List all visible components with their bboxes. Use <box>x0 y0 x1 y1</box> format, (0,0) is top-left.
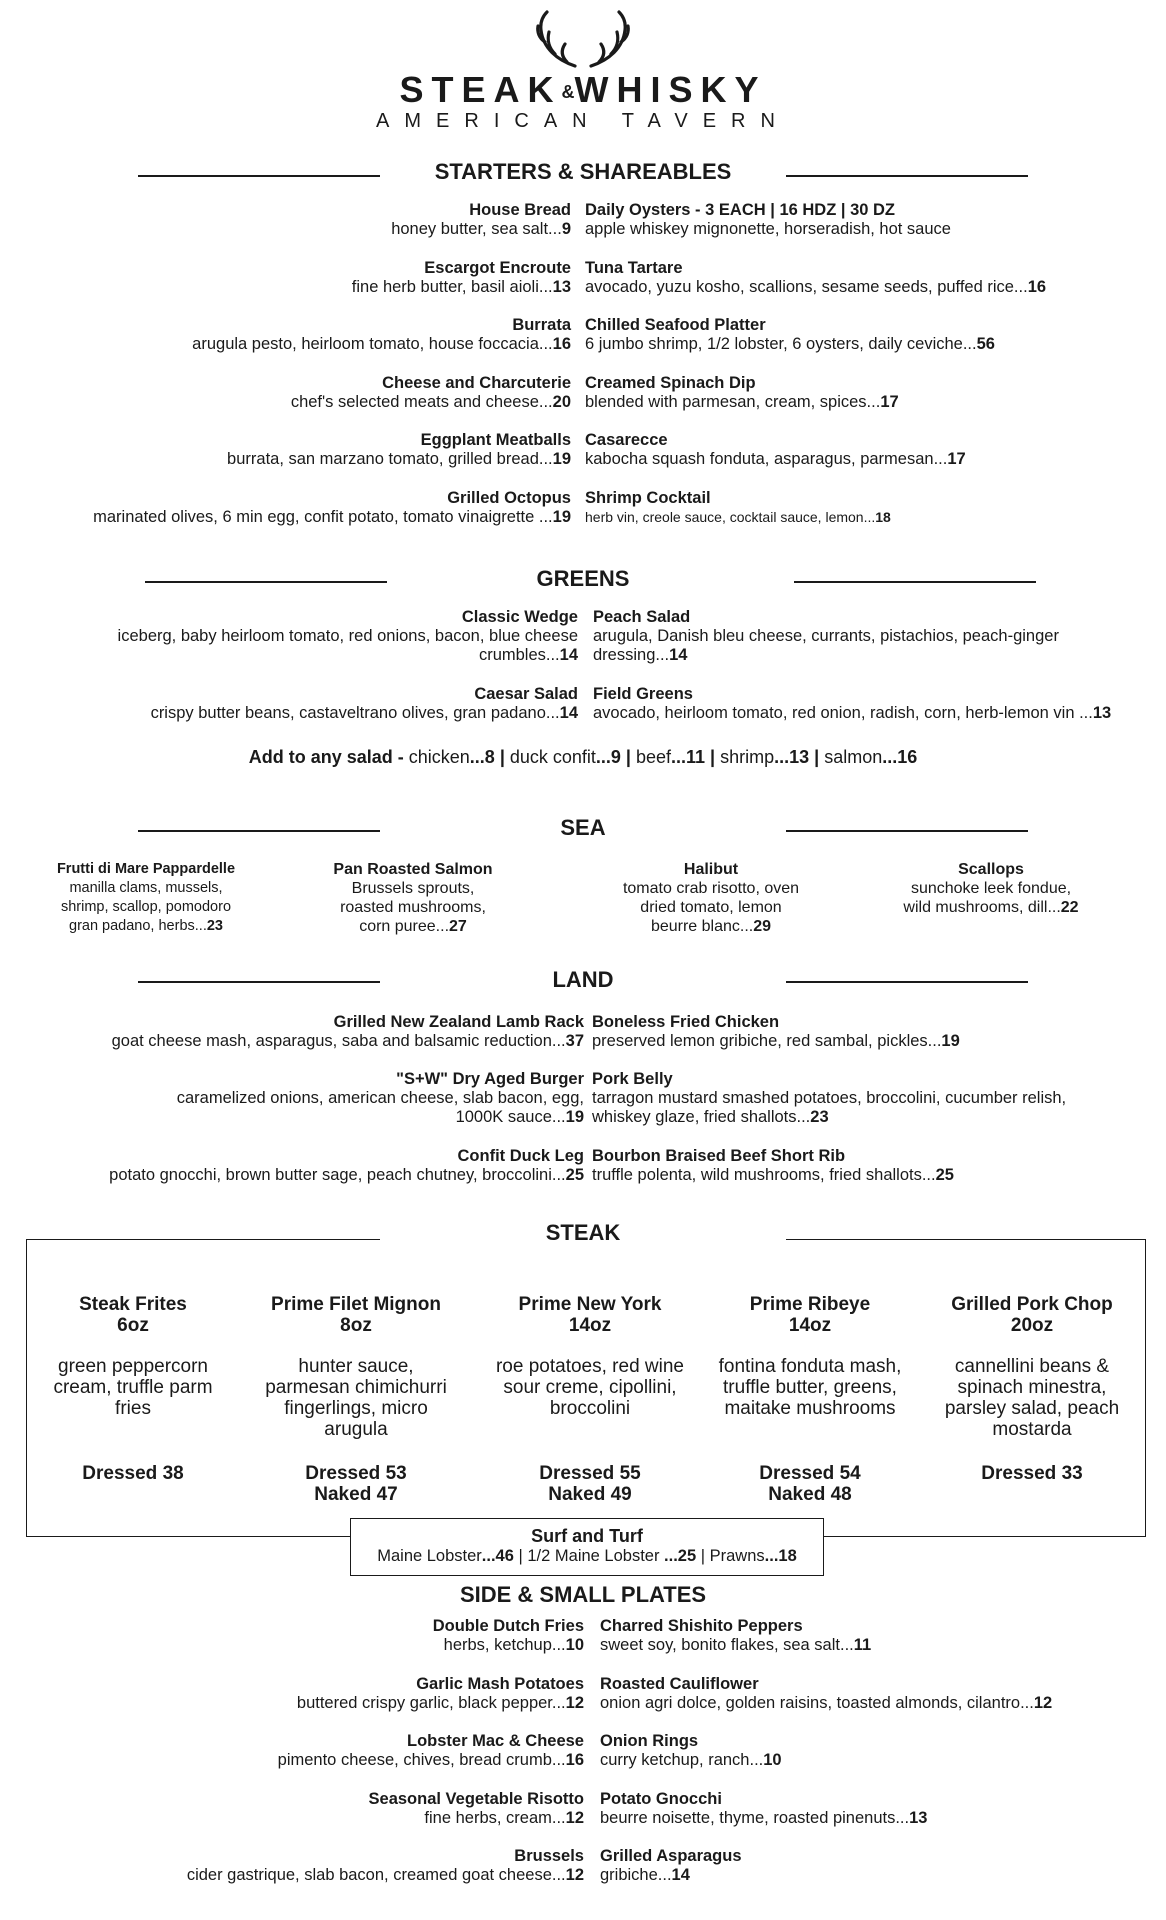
surf-separator: | <box>696 1547 710 1565</box>
menu-item-desc-text: iceberg, baby heirloom tomato, red onions, bacon, blue cheese <box>117 627 578 645</box>
menu-item-desc-text: cider gastrique, slab bacon, creamed goat cheese... <box>186 1866 566 1884</box>
surf-option-price: ...46 <box>481 1547 514 1565</box>
menu-item-name: Burrata <box>512 316 571 334</box>
menu-item-desc-text: herb vin, creole sauce, cocktail sauce, lemon... <box>585 508 876 525</box>
steak-item-desc-line: maitake mushrooms <box>724 1398 896 1419</box>
menu-item-desc-text: fine herbs, cream... <box>424 1808 566 1827</box>
menu-item-desc <box>10 1694 584 1713</box>
addon-item-price: ...13 <box>774 747 810 767</box>
menu-item-price: 11 <box>853 1636 872 1654</box>
menu-item <box>600 1675 1158 1713</box>
steak-naked-price: Naked 47 <box>314 1484 398 1505</box>
menu-item-desc-text: 1000K sauce... <box>455 1108 566 1126</box>
menu-item-desc-text: arugula, Danish bleu cheese, currants, pistachios, peach-ginger <box>593 627 1059 645</box>
menu-item-desc-text: sweet soy, bonito flakes, sea salt... <box>600 1636 854 1654</box>
sea-item-desc-text: dried tomato, lemon <box>640 899 782 916</box>
menu-item <box>600 1617 1158 1655</box>
menu-item-price: 19 <box>552 507 571 526</box>
steak-item-prices <box>28 1463 238 1484</box>
menu-item <box>585 374 1158 412</box>
menu-item-name: Caesar Salad <box>474 685 578 703</box>
sea-item-desc-text: roasted mushrooms, <box>340 899 486 916</box>
menu-item <box>10 1732 584 1770</box>
menu-item-price: 12 <box>565 1808 584 1827</box>
menu-item-name: Double Dutch Fries <box>432 1617 584 1635</box>
menu-item-desc <box>585 220 1158 239</box>
menu-item-price: 13 <box>1092 704 1112 722</box>
steak-item-desc-line: arugula <box>324 1419 388 1440</box>
menu-item-price: 14 <box>559 704 578 722</box>
addon-item-name: shrimp <box>720 747 775 767</box>
menu-item-name: Chilled Seafood Platter <box>585 316 766 334</box>
menu-item-desc-text: apple whiskey mignonette, horseradish, hot sauce <box>585 220 951 238</box>
menu-item-name: Grilled Octopus <box>447 488 571 507</box>
menu-item-desc <box>10 1166 584 1185</box>
steak-item-desc-line: sour creme, cipollini, <box>503 1377 677 1398</box>
steak-item-desc-line: mostarda <box>992 1419 1072 1440</box>
menu-item-desc-text: caramelized onions, american cheese, slab bacon, egg, <box>176 1089 584 1107</box>
section-title-steak: STEAK <box>545 1220 621 1245</box>
menu-item-desc-text: whiskey glaze, fried shallots... <box>592 1108 811 1126</box>
steak-item-name: Prime Filet Mignon <box>271 1294 441 1315</box>
steak-item-desc <box>251 1356 461 1440</box>
menu-item-desc <box>585 393 1158 412</box>
sea-item-desc <box>283 898 543 917</box>
menu-item-name: Classic Wedge <box>461 608 578 626</box>
menu-item-price: 13 <box>909 1808 928 1827</box>
menu-item-desc-text: curry ketchup, ranch... <box>600 1751 764 1769</box>
menu-item <box>593 685 1158 723</box>
surf-option-name: Prawns <box>709 1547 765 1565</box>
menu-item-desc <box>600 1694 1158 1713</box>
sea-item-name: Scallops <box>958 861 1024 878</box>
menu-item-name: Potato Gnocchi <box>600 1789 722 1808</box>
sea-item-desc <box>591 917 831 936</box>
sea-item-price: 22 <box>1060 899 1079 916</box>
menu-item <box>585 201 1158 239</box>
steak-item-size: 14oz <box>788 1315 832 1336</box>
steak-item-prices <box>705 1463 915 1505</box>
menu-item <box>10 201 571 239</box>
menu-item <box>10 1617 584 1655</box>
menu-item-desc <box>10 220 571 239</box>
menu-item <box>10 374 571 412</box>
steak-item <box>251 1294 461 1440</box>
sea-item <box>871 860 1111 917</box>
menu-item <box>10 608 578 665</box>
addon-item-name: beef <box>635 747 672 767</box>
menu-item-price: 18 <box>875 508 891 525</box>
section-title-sea: SEA <box>560 815 606 840</box>
surf-option-price: ...25 <box>664 1547 697 1565</box>
steak-item-name: Prime New York <box>518 1294 662 1315</box>
menu-item-desc <box>593 627 1158 646</box>
menu-item-desc <box>593 704 1158 723</box>
steak-item-desc-line: parmesan chimichurri <box>265 1377 447 1398</box>
sea-item-desc-text: gran padano, herbs... <box>69 918 207 934</box>
menu-item <box>10 685 578 723</box>
antlers-icon <box>535 10 631 68</box>
menu-item <box>10 489 571 527</box>
steak-item-prices <box>485 1463 695 1505</box>
steak-item <box>28 1294 238 1419</box>
surf-options <box>351 1546 823 1566</box>
menu-item-desc <box>600 1751 1158 1770</box>
steak-item-desc-line: roe potatoes, red wine <box>495 1356 684 1377</box>
menu-item-name: Brussels <box>514 1847 584 1865</box>
menu-item-name: Tuna Tartare <box>585 258 683 277</box>
menu-item-desc <box>585 508 1158 527</box>
menu-item-desc-text: fine herb butter, basil aioli... <box>351 277 553 296</box>
steak-dressed-price: Dressed 53 <box>305 1463 407 1484</box>
menu-item-desc-text: crispy butter beans, castaveltrano olives, gran padano... <box>150 704 560 722</box>
menu-item-name: House Bread <box>469 201 571 219</box>
surf-option-name: 1/2 Maine Lobster <box>527 1547 665 1565</box>
steak-item-desc <box>705 1356 915 1419</box>
menu-item-desc-text: crumbles... <box>478 646 560 664</box>
steak-naked-price: Naked 48 <box>768 1484 852 1505</box>
steak-item-name: Steak Frites <box>79 1294 187 1315</box>
menu-item-desc-text: burrata, san marzano tomato, grilled bread... <box>227 450 553 468</box>
sea-item <box>283 860 543 936</box>
sea-item-price: 27 <box>449 918 467 935</box>
menu-item-price: 19 <box>941 1032 960 1050</box>
menu-item-desc-text: truffle polenta, wild mushrooms, fried shallots... <box>592 1166 936 1184</box>
menu-item-price: 23 <box>810 1108 829 1126</box>
menu-item <box>600 1790 1158 1828</box>
menu-item-desc <box>592 1089 1158 1108</box>
steak-item-desc-line: fries <box>115 1398 151 1419</box>
menu-item-price: 25 <box>565 1166 584 1184</box>
steak-dressed-price: Dressed 55 <box>539 1463 641 1484</box>
section-title-greens: GREENS <box>536 566 630 591</box>
menu-item-desc <box>10 704 578 723</box>
steak-item-desc-line: broccolini <box>549 1398 631 1419</box>
steak-item-prices <box>927 1463 1137 1484</box>
salad-addons <box>0 746 1166 768</box>
menu-item <box>600 1847 1158 1885</box>
menu-item <box>592 1147 1158 1185</box>
menu-item-desc <box>585 450 1158 469</box>
surf-option-name: Maine Lobster <box>377 1547 482 1565</box>
menu-item-desc <box>585 335 1158 354</box>
menu-item-price: 16 <box>1027 277 1047 296</box>
menu-item-name: Field Greens <box>593 685 693 703</box>
menu-item-price: 19 <box>552 450 571 468</box>
menu-item-desc-text: chef's selected meats and cheese... <box>290 392 553 411</box>
menu-item-name: Cheese and Charcuterie <box>382 373 571 392</box>
menu-item <box>10 259 571 297</box>
menu-item-name: Lobster Mac & Cheese <box>407 1732 584 1750</box>
menu-item-price: 10 <box>763 1751 782 1769</box>
steak-naked-price: Naked 49 <box>548 1484 632 1505</box>
menu-item <box>585 489 1158 527</box>
sea-item-desc <box>16 879 276 898</box>
menu-item-name: Roasted Cauliflower <box>600 1674 759 1693</box>
addon-lead: Add to any salad - <box>248 747 409 767</box>
menu-item-desc-text: preserved lemon gribiche, red sambal, pickles... <box>592 1032 942 1050</box>
menu-item-name: Bourbon Braised Beef Short Rib <box>592 1147 846 1165</box>
steak-item-desc-line: spinach minestra, <box>957 1377 1107 1398</box>
menu-item-price: 25 <box>935 1166 954 1184</box>
addon-item-price: ...9 <box>595 747 621 767</box>
menu-item-price: 17 <box>880 392 899 411</box>
sea-item-desc <box>16 898 276 917</box>
menu-item <box>10 431 571 469</box>
menu-item-price: 9 <box>561 220 571 238</box>
menu-item-desc-text: avocado, yuzu kosho, scallions, sesame seeds, puffed rice... <box>585 277 1028 296</box>
menu-item-name: Peach Salad <box>593 608 691 626</box>
section-title-land: LAND <box>552 967 614 992</box>
sea-item <box>16 860 276 936</box>
menu-item-price: 12 <box>565 1693 584 1712</box>
section-title-sides: SIDE & SMALL PLATES <box>459 1582 707 1607</box>
menu-item <box>10 1847 584 1885</box>
menu-item-desc <box>600 1866 1158 1885</box>
steak-item-desc-line: green peppercorn <box>58 1356 208 1377</box>
addon-separator: | <box>494 747 510 767</box>
menu-item <box>585 259 1158 297</box>
menu-item <box>592 1013 1158 1051</box>
steak-item-size: 6oz <box>117 1315 149 1336</box>
menu-item <box>10 1790 584 1828</box>
menu-item-name: Confit Duck Leg <box>457 1147 584 1165</box>
menu-item-name: Grilled New Zealand Lamb Rack <box>333 1013 584 1031</box>
sea-item-desc-text: sunchoke leek fondue, <box>910 880 1072 897</box>
menu-item-name: Charred Shishito Peppers <box>600 1617 803 1635</box>
addon-separator: | <box>809 747 825 767</box>
addon-separator: | <box>705 747 721 767</box>
brand-name: STEAK&WHISKY <box>399 69 767 110</box>
steak-item-desc-line: fontina fonduta mash, <box>718 1356 902 1377</box>
addon-item-name: chicken <box>408 747 470 767</box>
menu-item-desc <box>592 1166 1158 1185</box>
menu-item-desc-text: goat cheese mash, asparagus, saba and balsamic reduction... <box>111 1032 566 1050</box>
menu-item-name: Garlic Mash Potatoes <box>416 1674 584 1693</box>
steak-item-desc-line: parsley salad, peach <box>944 1398 1120 1419</box>
menu-item-desc-text: blended with parmesan, cream, spices... <box>585 392 881 411</box>
sea-item-desc <box>871 898 1111 917</box>
menu-item <box>593 608 1158 665</box>
menu-item-desc <box>10 1108 584 1127</box>
section-title-starters: STARTERS & SHAREABLES <box>434 159 732 184</box>
menu-item-desc-text: herbs, ketchup... <box>443 1636 566 1654</box>
menu-item-desc <box>592 1108 1158 1127</box>
sea-item-desc <box>871 879 1111 898</box>
menu-item <box>600 1732 1158 1770</box>
sea-item-desc-text: Brussels sprouts, <box>351 880 475 897</box>
steak-dressed-price: Dressed 33 <box>981 1463 1083 1484</box>
menu-item-desc <box>10 1636 584 1655</box>
menu-item-price: 14 <box>671 1866 690 1884</box>
steak-item-name: Grilled Pork Chop <box>951 1294 1113 1315</box>
steak-item-name: Prime Ribeye <box>749 1294 871 1315</box>
menu-item-name: Creamed Spinach Dip <box>585 373 756 392</box>
menu-item-desc-text: buttered crispy garlic, black pepper... <box>296 1693 566 1712</box>
menu-item-desc <box>10 1809 584 1828</box>
sea-item-desc-text: manilla clams, mussels, <box>69 880 223 896</box>
menu-item-name: Casarecce <box>585 431 668 449</box>
addon-item-price: ...8 <box>469 747 495 767</box>
steak-item-desc-line: truffle butter, greens, <box>723 1377 897 1398</box>
menu-item <box>10 1013 584 1051</box>
surf-title: Surf and Turf <box>531 1526 643 1546</box>
menu-item-price: 12 <box>1033 1693 1053 1712</box>
menu-item-desc <box>10 278 571 297</box>
sea-item-desc <box>16 917 276 936</box>
menu-item-desc <box>10 450 571 469</box>
menu-item-name: Boneless Fried Chicken <box>592 1013 780 1031</box>
addon-item-name: salmon <box>824 747 883 767</box>
menu-item-desc-text: potato gnocchi, brown butter sage, peach chutney, broccolini... <box>109 1166 566 1184</box>
menu-item-name: Eggplant Meatballs <box>420 431 571 449</box>
addon-item-price: ...16 <box>882 747 918 767</box>
logo <box>0 10 1166 140</box>
surf-and-turf <box>350 1518 824 1576</box>
sea-item-name: Halibut <box>683 861 739 878</box>
steak-item-desc <box>28 1356 238 1419</box>
menu-item <box>10 1070 584 1127</box>
menu-item-name: Daily Oysters - 3 EACH | 16 HDZ | 30 DZ <box>585 201 896 219</box>
menu-item-price: 37 <box>565 1032 584 1050</box>
steak-item-desc <box>927 1356 1137 1440</box>
menu-item <box>585 316 1158 354</box>
menu-item-desc-text: kabocha squash fonduta, asparagus, parmesan... <box>585 450 948 468</box>
sea-item-desc <box>283 879 543 898</box>
menu-item <box>10 316 571 354</box>
menu-item-desc <box>600 1809 1158 1828</box>
menu-item-desc <box>10 627 578 646</box>
steak-item-size: 14oz <box>568 1315 612 1336</box>
menu-item <box>592 1070 1158 1127</box>
menu-item-price: 20 <box>552 392 571 411</box>
steak-item <box>705 1294 915 1419</box>
menu-item-price: 13 <box>552 277 571 296</box>
steak-item-desc <box>485 1356 695 1419</box>
menu-item-desc <box>10 393 571 412</box>
sea-item-desc-text: beurre blanc... <box>650 918 754 935</box>
steak-item-desc-line: cannellini beans & <box>954 1356 1110 1377</box>
menu-item-price: 12 <box>565 1866 584 1884</box>
menu-item-desc-text: pimento cheese, chives, bread crumb... <box>277 1751 566 1769</box>
steak-item <box>927 1294 1137 1440</box>
sea-item-price: 23 <box>206 918 223 934</box>
menu-item-price: 16 <box>565 1751 584 1769</box>
steak-item-desc-line: fingerlings, micro <box>284 1398 428 1419</box>
menu-item-desc-text: arugula pesto, heirloom tomato, house foccacia... <box>192 335 553 353</box>
sea-item-price: 29 <box>753 918 772 935</box>
menu-item-desc-text: beurre noisette, thyme, roasted pinenuts... <box>600 1808 910 1827</box>
steak-item-desc-line: cream, truffle parm <box>53 1377 213 1398</box>
menu-item-desc-text: avocado, heirloom tomato, red onion, radish, corn, herb-lemon vin ... <box>593 704 1093 722</box>
addon-item-name: duck confit <box>509 747 596 767</box>
menu-item-desc <box>592 1032 1158 1051</box>
menu-item-desc <box>10 335 571 354</box>
menu-item-price: 10 <box>565 1636 584 1654</box>
menu-item-desc-text: onion agri dolce, golden raisins, toasted almonds, cilantro... <box>600 1693 1034 1712</box>
sea-item-desc-text: wild mushrooms, dill... <box>903 899 1061 916</box>
menu-item-price: 14 <box>559 646 578 664</box>
menu-item-desc-text: gribiche... <box>600 1866 672 1884</box>
sea-item-desc-text: shrimp, scallop, pomodoro <box>60 899 232 915</box>
menu-item-desc-text: 6 jumbo shrimp, 1/2 lobster, 6 oysters, daily ceviche... <box>585 335 977 353</box>
menu-item-price: 17 <box>947 450 966 468</box>
menu-item-price: 19 <box>565 1108 584 1126</box>
sea-item-desc-text: tomato crab risotto, oven <box>622 880 800 897</box>
menu-item-name: Escargot Encroute <box>424 258 571 277</box>
menu-item-desc <box>10 1089 584 1108</box>
menu-item <box>10 1147 584 1185</box>
steak-item-size: 8oz <box>340 1315 372 1336</box>
menu-item-name: Shrimp Cocktail <box>585 488 711 507</box>
menu-item-desc-text: marinated olives, 6 min egg, confit potato, tomato vinaigrette ... <box>93 507 553 526</box>
menu-item-name: Grilled Asparagus <box>600 1847 742 1865</box>
menu-item-desc-text: honey butter, sea salt... <box>391 220 562 238</box>
menu-item <box>585 431 1158 469</box>
steak-item-prices <box>251 1463 461 1505</box>
steak-item <box>485 1294 695 1419</box>
sea-item-desc <box>591 898 831 917</box>
brand-subtitle: AMERICAN TAVERN <box>376 110 790 132</box>
menu-item-desc <box>10 646 578 665</box>
menu-item-name: Onion Rings <box>600 1732 699 1750</box>
menu-item-price: 14 <box>669 646 688 664</box>
menu-item-desc <box>10 1032 584 1051</box>
sea-item-name: Frutti di Mare Pappardelle <box>56 861 236 877</box>
menu-item-price: 16 <box>552 335 571 353</box>
steak-item-desc-line: hunter sauce, <box>298 1356 414 1377</box>
menu-item-desc <box>10 508 571 527</box>
menu-item-desc <box>593 646 1158 665</box>
menu-item-desc <box>585 278 1158 297</box>
steak-dressed-price: Dressed 54 <box>759 1463 861 1484</box>
sea-item-name: Pan Roasted Salmon <box>333 861 493 878</box>
menu-item-name: Seasonal Vegetable Risotto <box>368 1789 584 1808</box>
menu-item-desc-text: dressing... <box>593 646 670 664</box>
menu-item-desc <box>10 1866 584 1885</box>
menu-item-desc-text: tarragon mustard smashed potatoes, broccolini, cucumber relish, <box>592 1089 1067 1107</box>
addon-item-price: ...11 <box>671 747 706 767</box>
menu-item-desc <box>10 1751 584 1770</box>
steak-dressed-price: Dressed 38 <box>82 1463 184 1484</box>
surf-option-price: ...18 <box>764 1547 797 1565</box>
sea-item-desc <box>283 917 543 936</box>
menu-item-price: 56 <box>976 335 995 353</box>
sea-item <box>591 860 831 936</box>
menu-item-name: "S+W" Dry Aged Burger <box>396 1070 584 1088</box>
menu-item-desc <box>600 1636 1158 1655</box>
menu-item-name: Pork Belly <box>592 1070 673 1088</box>
steak-item-size: 20oz <box>1010 1315 1054 1336</box>
menu-item <box>10 1675 584 1713</box>
sea-item-desc <box>591 879 831 898</box>
surf-separator: | <box>513 1547 528 1565</box>
addon-separator: | <box>620 747 636 767</box>
sea-item-desc-text: corn puree... <box>359 918 450 935</box>
